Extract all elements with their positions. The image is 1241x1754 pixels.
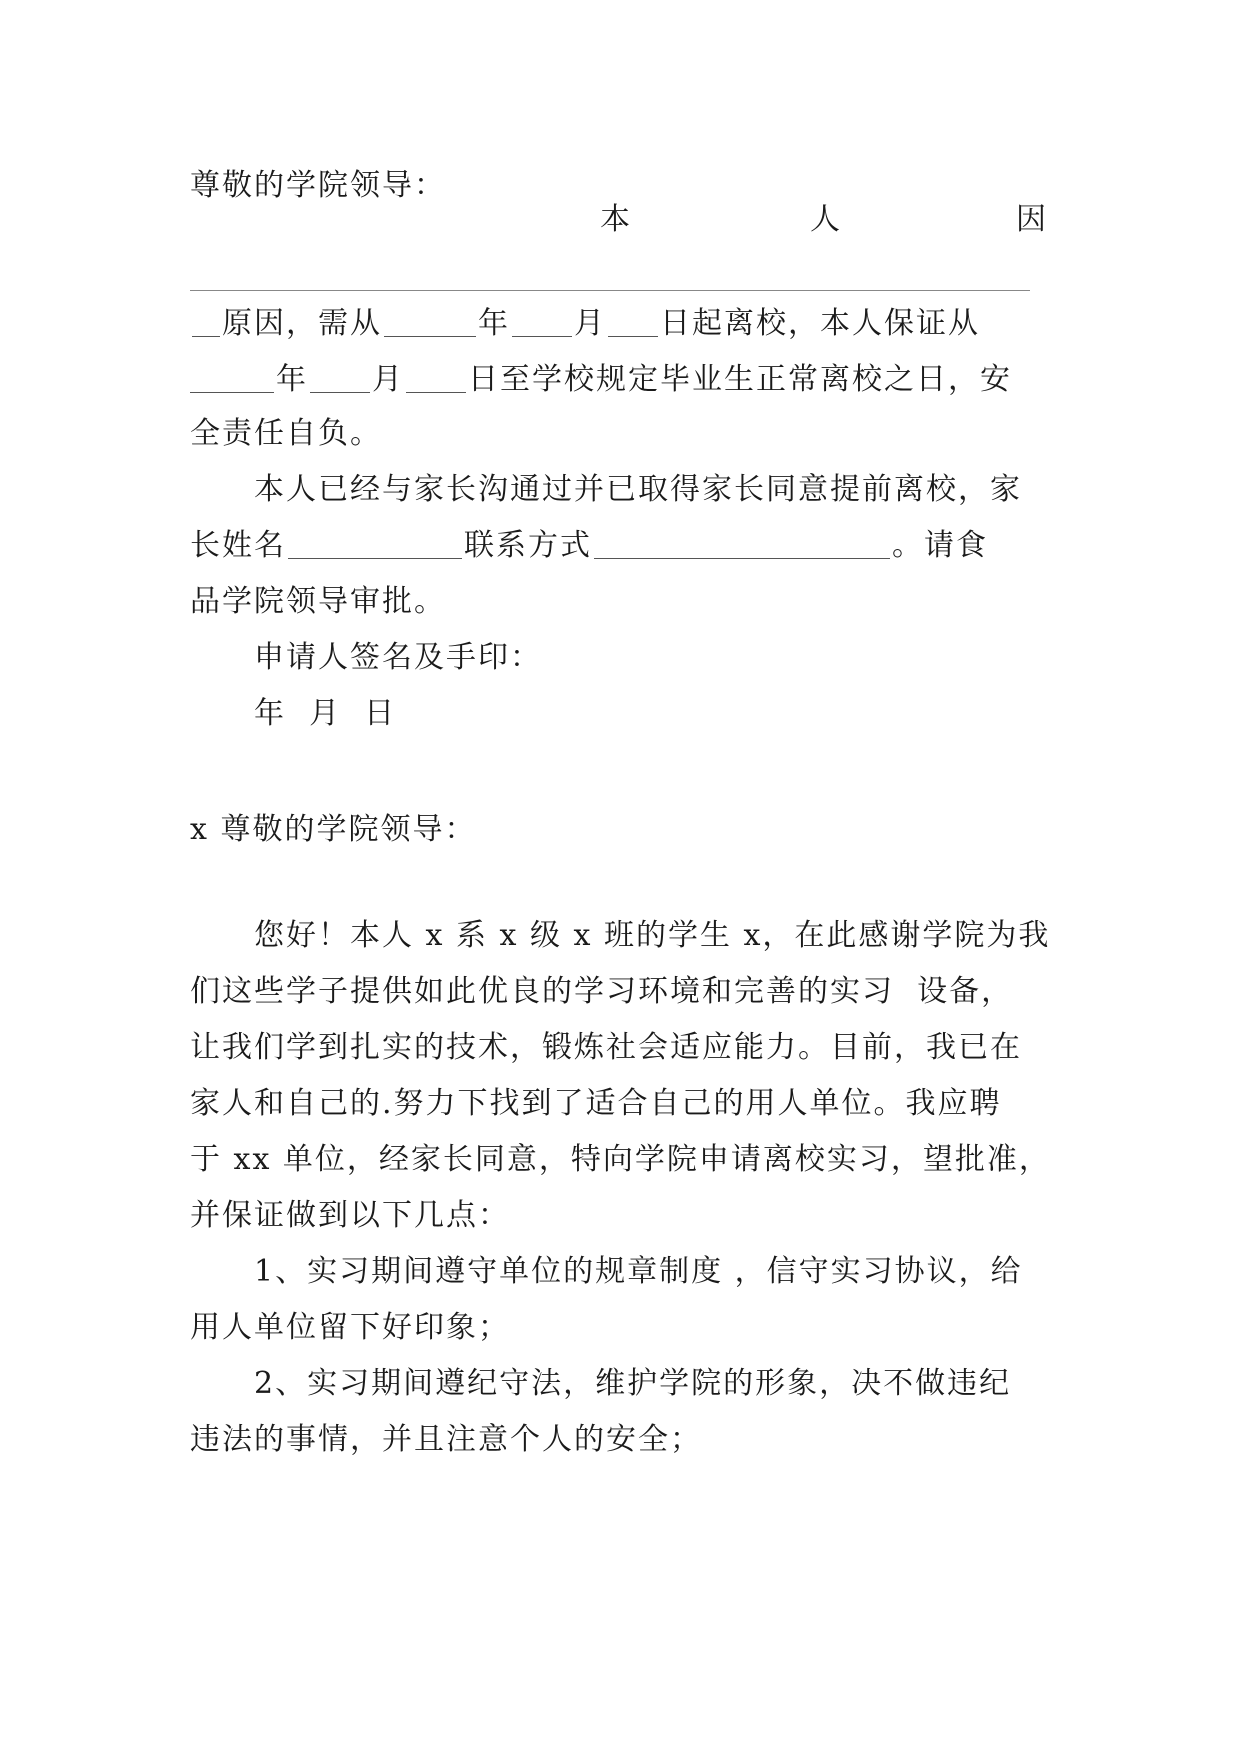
responsibility-line: 全责任自负。 — [190, 416, 382, 451]
reason-blank[interactable] — [192, 306, 220, 337]
year-blank-1[interactable] — [384, 306, 476, 337]
guarantee-date-line — [190, 360, 1050, 400]
guarantee-date-text-2: 月 — [372, 362, 404, 397]
leave-date-text-3: 月 — [574, 306, 606, 341]
month-blank-2[interactable] — [310, 362, 370, 393]
day-blank-2[interactable] — [406, 362, 466, 393]
letter-line-4: 家人和自己的.努力下找到了适合自己的用人单位。我应聘 — [190, 1086, 1002, 1121]
day-blank-1[interactable] — [608, 306, 658, 337]
contact-label: 联系方式 — [464, 528, 592, 563]
reason-intro-word-3: 因 — [1016, 202, 1048, 237]
approval-text-1: 。请食 — [892, 528, 988, 563]
item-2-line-2: 违法的事情，并且注意个人的安全； — [190, 1422, 702, 1457]
item-2-line-1: 2、实习期间遵纪守法，维护学院的形象，决不做违纪 — [254, 1366, 1012, 1401]
reason-blank-line[interactable] — [190, 290, 1030, 291]
letter-line-3: 让我们学到扎实的技术，锻炼社会适应能力。目前，我已在 — [190, 1030, 1022, 1065]
letter-line-2: 们这些学子提供如此优良的学习环境和完善的实习 设备， — [190, 974, 1014, 1009]
guarantee-date-text-3: 日至学校规定毕业生正常离校之日，安 — [468, 362, 1012, 397]
letter-line-5: 于 xx 单位，经家长同意，特向学院申请离校实习，望批准， — [190, 1142, 1051, 1177]
leave-date-text-4: 日起离校，本人保证从 — [660, 306, 980, 341]
month-blank-1[interactable] — [512, 306, 572, 337]
parent-name-blank[interactable] — [288, 528, 462, 559]
contact-blank[interactable] — [594, 528, 890, 559]
date-line: 年 月 日 — [254, 696, 397, 731]
parent-contact-line — [190, 526, 1050, 566]
leave-date-line — [190, 304, 1050, 344]
leave-date-text-1: 原因，需从 — [222, 306, 382, 341]
item-1-line-1: 1、实习期间遵守单位的规章制度 ，信守实习协议，给 — [254, 1254, 1023, 1289]
letter-line-1: 您好！本人 x 系 x 级 x 班的学生 x，在此感谢学院为我 — [254, 918, 1051, 953]
approval-line: 品学院领导审批。 — [190, 584, 446, 619]
letter-line-6: 并保证做到以下几点： — [190, 1198, 510, 1233]
salutation-1: 尊敬的学院领导： — [190, 168, 446, 203]
parent-name-label: 长姓名 — [190, 528, 286, 563]
guarantee-date-text-1: 年 — [276, 362, 308, 397]
reason-intro-word-2: 人 — [810, 202, 842, 237]
year-blank-2[interactable] — [190, 362, 274, 393]
parent-consent-line: 本人已经与家长沟通过并已取得家长同意提前离校，家 — [254, 472, 1022, 507]
reason-intro-word-1: 本 — [600, 202, 632, 237]
signature-line: 申请人签名及手印： — [254, 640, 542, 675]
leave-date-text-2: 年 — [478, 306, 510, 341]
item-1-line-2: 用人单位留下好印象； — [190, 1310, 510, 1345]
salutation-2: x 尊敬的学院领导： — [190, 812, 477, 847]
